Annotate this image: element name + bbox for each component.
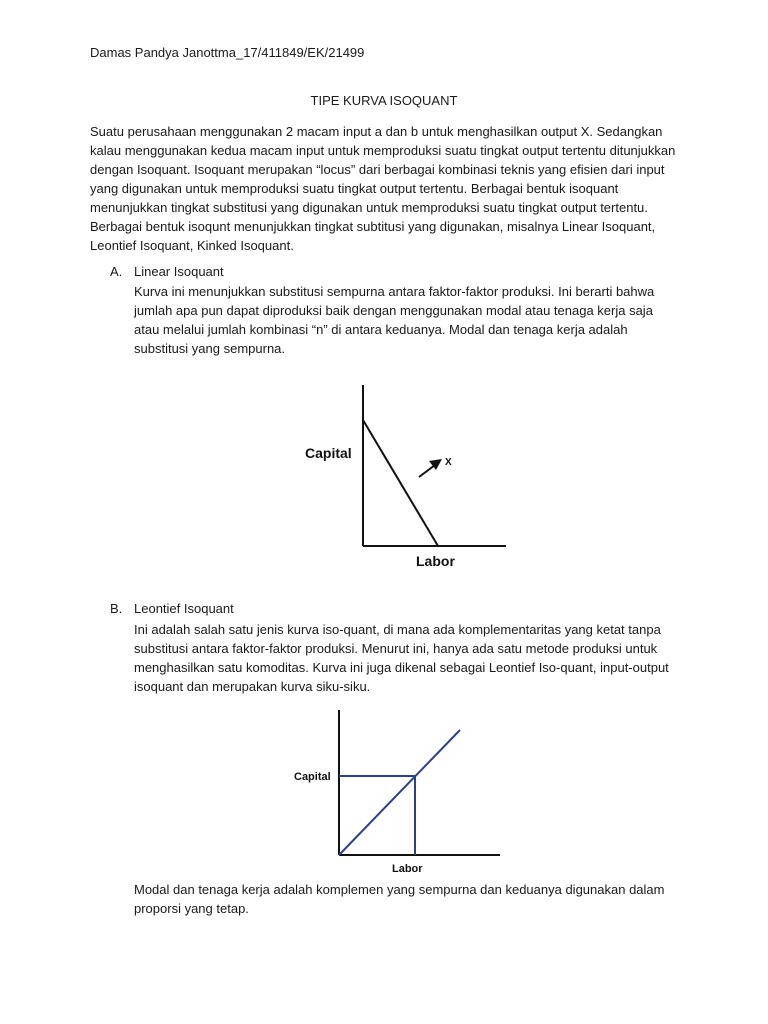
linear-isoquant-figure bbox=[290, 380, 520, 575]
section-b-body: Ini adalah salah satu jenis kurva iso-quant, di mana ada komplementaritas yang ketat tanpa substitusi antara faktor-faktor produksi. Menurut ini, hanya ada satu metode produksi untuk menghasilkan satu komoditas. Kurva ini juga dikenal sebagai Leontief Iso-quant, input-output isoquant dan merupakan kurva siku-siku. bbox=[134, 622, 669, 694]
intro-paragraph: Suatu perusahaan menggunakan 2 macam input a dan b untuk menghasilkan output X. Sedangkan kalau menggunakan kedua macam input untuk memproduksi suatu tingkat output tertentu ditunjukkan dengan Isoquant. Isoquant merupakan “locus” dari berbagai kombinasi teknis yang efisien dari input yang digunakan untuk memproduksi suatu tingkat output tertentu. Berbagai bentuk isoquant menunjukkan tingkat substitusi yang digunakan untuk memproduksi suatu tingkat output tertentu. Berbagai bentuk isoqunt menunjukkan tingkat subtitusi yang digunakan, misalnya Linear Isoquant, Leontief Isoquant, Kinked Isoquant. bbox=[90, 124, 676, 253]
section-a-body: Kurva ini menunjukkan substitusi sempurna antara faktor-faktor produksi. Ini berarti bahwa jumlah apa pun dapat diproduksi baik dengan menggunakan modal atau tenaga kerja saja atau melalui jumlah kombinasi “n” di antara keduanya. Modal dan tenaga kerja adalah substitusi yang sempurna. bbox=[134, 284, 655, 356]
section-a-heading bbox=[110, 264, 224, 279]
x-axis-label: Labor bbox=[392, 863, 423, 875]
leontief-isoquant-figure bbox=[290, 708, 510, 880]
section-b-heading bbox=[110, 601, 234, 616]
document-title: TIPE KURVA ISOQUANT bbox=[310, 93, 458, 108]
section-a-marker: A. bbox=[110, 264, 123, 279]
arrow-label: X bbox=[445, 457, 452, 468]
author-line: Damas Pandya Janottma_17/411849/EK/21499 bbox=[90, 45, 365, 60]
y-axis-label: Capital bbox=[305, 445, 352, 461]
expansion-path-line bbox=[339, 730, 460, 855]
linear-isoquant-line bbox=[363, 420, 438, 546]
section-a-title: Linear Isoquant bbox=[134, 264, 224, 279]
section-b-conclusion: Modal dan tenaga kerja adalah komplemen yang sempurna dan keduanya digunakan dalam proporsi yang tetap. bbox=[134, 882, 665, 916]
section-b-marker: B. bbox=[110, 601, 123, 616]
section-b-title: Leontief Isoquant bbox=[134, 601, 234, 616]
y-axis-label: Capital bbox=[294, 771, 331, 783]
x-axis-label: Labor bbox=[416, 553, 455, 569]
